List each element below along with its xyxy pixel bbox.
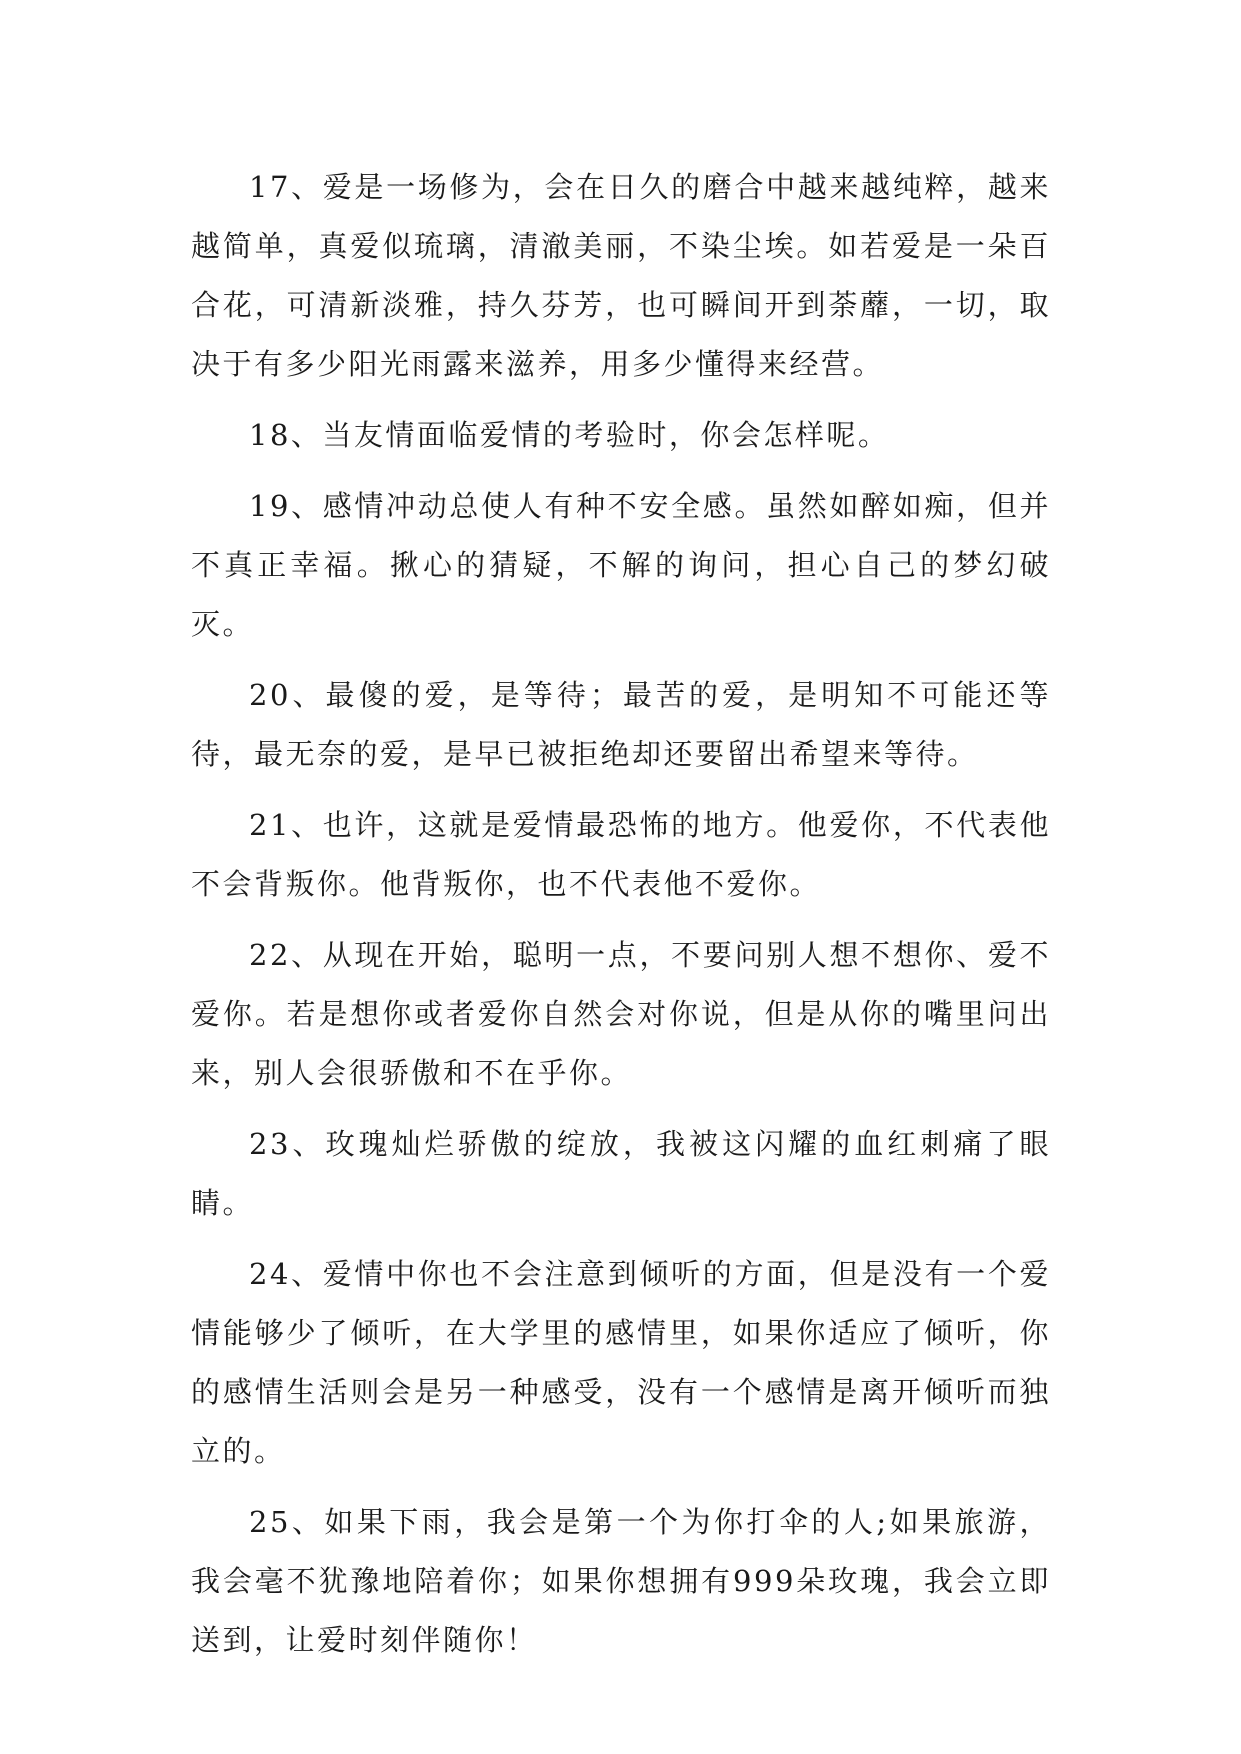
paragraph-23: 23、玫瑰灿烂骄傲的绽放，我被这闪耀的血红刺痛了眼睛。 [191, 1127, 1051, 1220]
paragraph-19: 19、感情冲动总使人有种不安全感。虽然如醉如痴，但并不真正幸福。揪心的猜疑，不解的询问，担心自己的梦幻破灭。 [191, 489, 1051, 641]
paragraph-22: 22、从现在开始，聪明一点，不要问别人想不想你、爱不爱你。若是想你或者爱你自然会对你说，但是从你的嘴里问出来，别人会很骄傲和不在乎你。 [191, 938, 1051, 1090]
paragraph-24: 24、爱情中你也不会注意到倾听的方面，但是没有一个爱情能够少了倾听，在大学里的感情里，如果你适应了倾听，你的感情生活则会是另一种感受，没有一个感情是离开倾听而独立的。 [191, 1257, 1051, 1468]
paragraph-18: 18、当友情面临爱情的考验时，你会怎样呢。 [249, 418, 890, 452]
paragraph-21: 21、也许，这就是爱情最恐怖的地方。他爱你，不代表他不会背叛你。他背叛你，也不代表他不爱你。 [191, 808, 1051, 901]
document-body [191, 158, 1051, 1682]
paragraph-20: 20、最傻的爱，是等待；最苦的爱，是明知不可能还等待，最无奈的爱，是早已被拒绝却还要留出希望来等待。 [191, 678, 1051, 771]
paragraph-17: 17、爱是一场修为，会在日久的磨合中越来越纯粹，越来越简单，真爱似琉璃，清澈美丽，不染尘埃。如若爱是一朵百合花，可清新淡雅，持久芬芳，也可瞬间开到荼蘼，一切，取决于有多少阳光雨露来滋养，用多少懂得来经营。 [191, 170, 1051, 381]
paragraph-25: 25、如果下雨，我会是第一个为你打伞的人;如果旅游，我会毫不犹豫地陪着你；如果你想拥有999朵玫瑰，我会立即送到，让爱时刻伴随你！ [191, 1505, 1051, 1657]
